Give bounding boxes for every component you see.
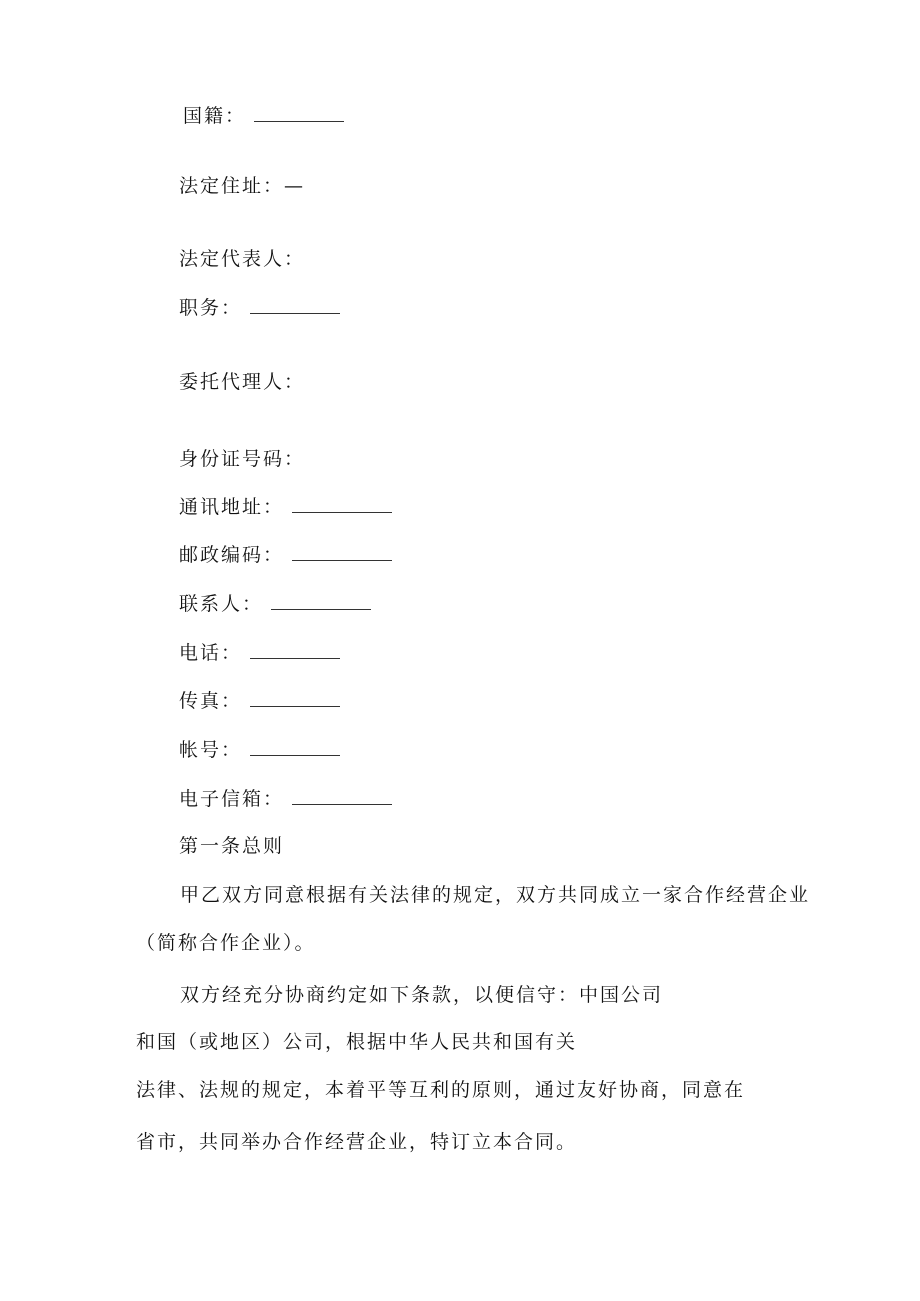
field-phone (179, 641, 340, 665)
mailing-address-blank (292, 496, 392, 513)
field-position-label: 职务： (179, 297, 243, 319)
field-id-number-label: 身份证号码： (179, 448, 306, 470)
para2-line4: 省市，共同举办合作经营企业，特订立本合同。 (136, 1131, 578, 1153)
field-contact-person-label: 联系人： (179, 593, 264, 615)
field-nationality (183, 104, 344, 128)
field-fax-label: 传真： (179, 690, 243, 712)
field-legal-representative (179, 247, 305, 271)
nationality-blank (254, 105, 344, 122)
field-phone-label: 电话： (179, 642, 243, 664)
field-nationality-label: 国籍： (183, 105, 247, 127)
email-blank (292, 788, 392, 805)
account-blank (250, 739, 340, 756)
field-account (179, 738, 340, 762)
field-postal-code (179, 543, 392, 567)
field-mailing-address-label: 通讯地址： (179, 496, 285, 518)
field-email-label: 电子信箱： (179, 788, 285, 810)
field-contact-person (179, 592, 371, 616)
phone-blank (250, 642, 340, 659)
position-blank (250, 297, 340, 314)
para2-line1: 双方经充分协商约定如下条款，以便信守：中国公司 (180, 984, 664, 1006)
para1-line2: （简称合作企业）。 (136, 932, 316, 954)
article-heading: 第一条总则 (179, 835, 285, 857)
field-id-number (179, 447, 305, 471)
field-postal-code-label: 邮政编码： (179, 544, 285, 566)
para1-line1: 甲乙双方同意根据有关法律的规定，双方共同成立一家合作经营企业 (180, 884, 811, 906)
field-legal-representative-label: 法定代表人： (179, 248, 306, 270)
field-mailing-address (179, 495, 392, 519)
contact-person-blank (271, 593, 371, 610)
field-fax (179, 689, 340, 713)
field-position (179, 296, 340, 320)
fax-blank (250, 690, 340, 707)
field-email (179, 787, 392, 811)
field-account-label: 帐号： (179, 739, 243, 761)
field-legal-address-label: 法定住址：— (179, 175, 306, 197)
para2-line3: 法律、法规的规定，本着平等互利的原则，通过友好协商，同意在 (136, 1079, 746, 1101)
para2-line2: 和国（或地区）公司，根据中华人民共和国有关 (136, 1031, 578, 1053)
field-authorized-agent-label: 委托代理人： (179, 371, 306, 393)
field-authorized-agent (179, 370, 305, 394)
field-legal-address (179, 174, 305, 198)
postal-code-blank (292, 544, 392, 561)
